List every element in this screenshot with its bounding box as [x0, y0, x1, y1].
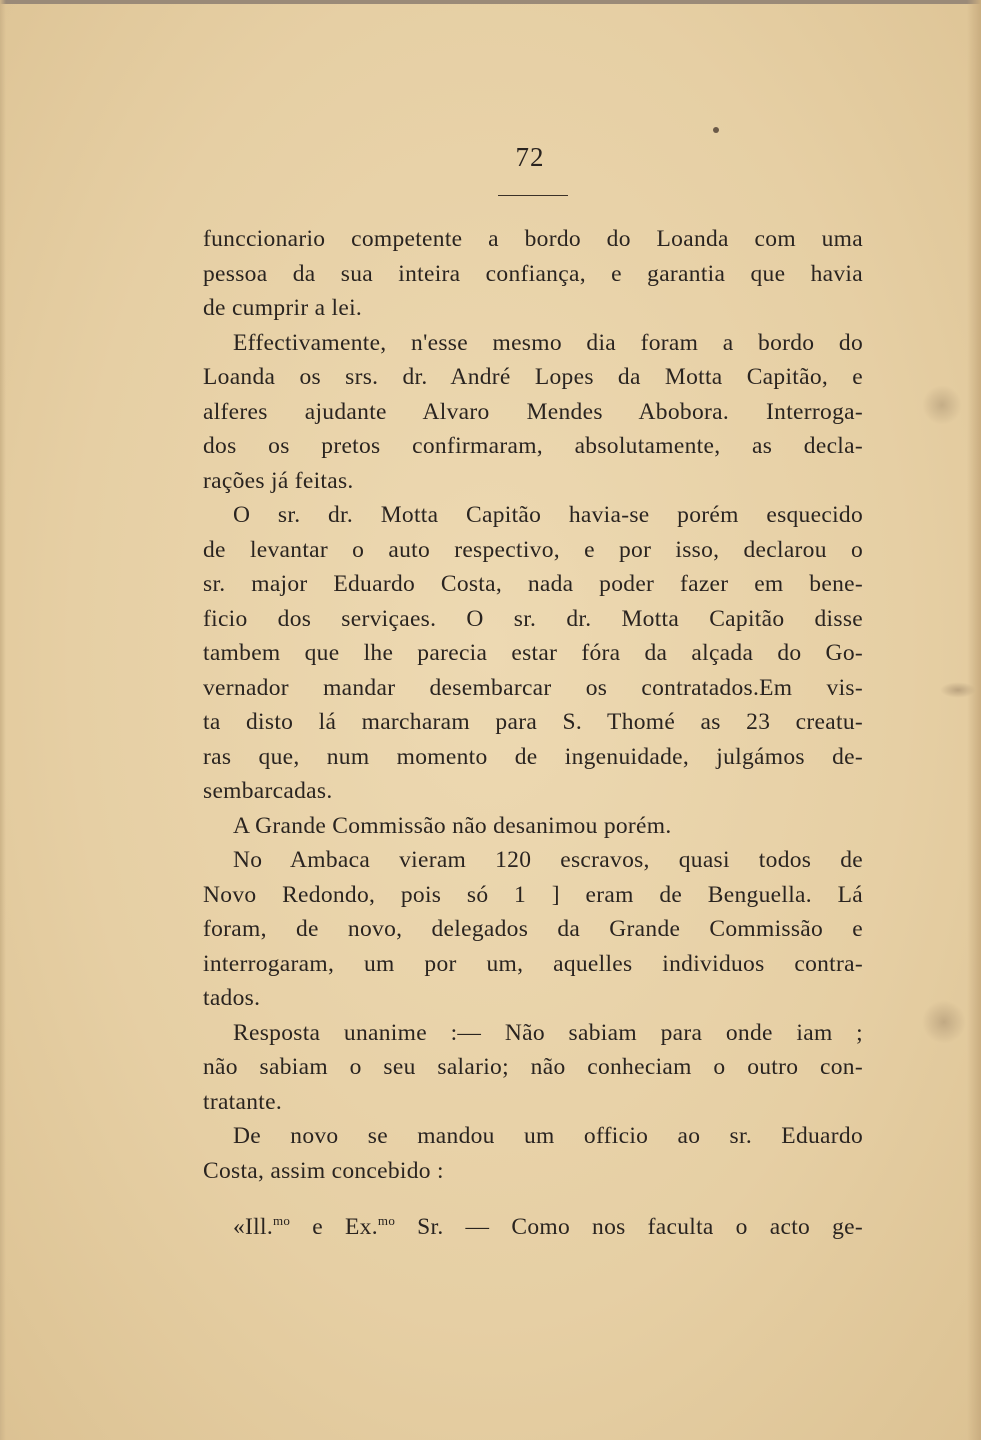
text-line: dos os pretos confirmaram, absolutamente, as decla- — [203, 433, 863, 459]
text-line: Costa, assim concebido : — [203, 1157, 444, 1184]
text-line: rações já feitas. — [203, 467, 354, 494]
text-line: de cumprir a lei. — [203, 295, 363, 321]
text-line: foram, de novo, delegados da Grande Commissão e — [203, 916, 863, 942]
body-text — [203, 222, 863, 1245]
text-line: tratante. — [203, 1088, 283, 1115]
text-line: funccionario competente a bordo do Loanda com uma — [203, 226, 863, 252]
text-line: vernador mandar desembarcar os contratados.Em vis- — [203, 674, 863, 701]
text-line: No Ambaca vieram 120 escravos, quasi todos de — [233, 847, 863, 873]
page-number-rule — [498, 195, 568, 196]
ink-dot — [713, 127, 719, 133]
text-line: tados. — [203, 985, 261, 1011]
page-left-edge — [0, 0, 6, 1440]
text-line: Novo Redondo, pois só 1 ] eram de Benguella. Lá — [203, 881, 863, 908]
stain-mark — [922, 385, 962, 425]
text-line: ficio dos serviçaes. O sr. dr. Motta Capitão disse — [203, 605, 863, 632]
text-line: não sabiam o seu salario; não conheciam o outro con- — [203, 1054, 863, 1080]
text-line: Resposta unanime :— Não sabiam para onde iam ; — [233, 1019, 863, 1046]
text-line: sr. major Eduardo Costa, nada poder fazer em bene- — [203, 571, 863, 597]
quote-middle: e Ex. — [290, 1214, 378, 1240]
text-line: alferes ajudante Alvaro Mendes Abobora. Interroga- — [203, 398, 863, 425]
stain-mark — [922, 1000, 966, 1044]
text-line: ta disto lá marcharam para S. Thomé as 23 creatu- — [203, 709, 863, 735]
text-line: O sr. dr. Motta Capitão havia-se porém esquecido — [233, 502, 863, 528]
quote-line — [203, 1210, 863, 1245]
stain-mark — [940, 682, 976, 698]
text-line: de levantar o auto respectivo, e por isso, declarou o — [203, 536, 863, 563]
text-line: Effectivamente, n'esse mesmo dia foram a bordo do — [233, 329, 863, 356]
page-right-edge — [967, 0, 981, 1440]
text-line: Loanda os srs. dr. André Lopes da Motta Capitão, e — [203, 364, 863, 390]
text-line: De novo se mandou um officio ao sr. Eduardo — [233, 1123, 863, 1149]
text-line: A Grande Commissão não desanimou porém. — [233, 812, 672, 839]
page-number: 72 — [515, 142, 545, 172]
text-line: ras que, num momento de ingenuidade, julgámos de- — [203, 743, 863, 770]
quote-sup2: mo — [377, 1213, 396, 1229]
quote-suffix: Sr. — Como nos faculta o acto ge- — [395, 1214, 864, 1240]
text-line: pessoa da sua inteira confiança, e garantia que havia — [203, 260, 863, 287]
text-line: tambem que lhe parecia estar fóra da alçada do Go- — [203, 640, 863, 666]
text-line: sembarcadas. — [203, 778, 333, 804]
text-line: interrogaram, um por um, aquelles individuos contra- — [203, 950, 863, 977]
page-top-edge — [0, 0, 981, 4]
quote-sup1: mo — [273, 1213, 291, 1229]
quote-prefix: «Ill. — [233, 1214, 274, 1240]
